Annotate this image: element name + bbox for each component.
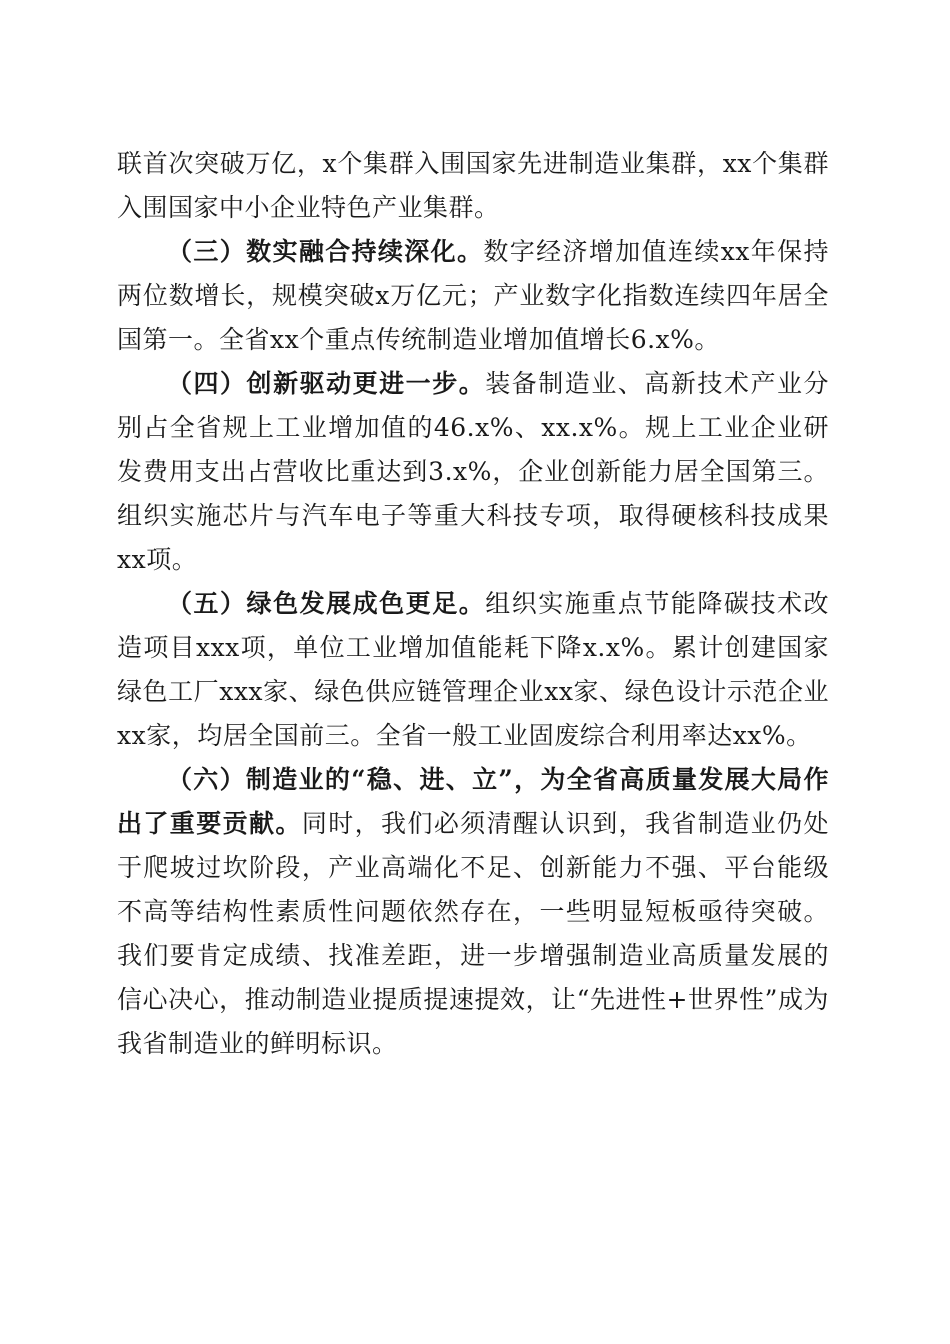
paragraph-section-3 bbox=[117, 230, 829, 362]
paragraph-text: 数字经济增加值连续xx年保持两位数增长，规模突破x万亿元；产业数字化指数连续四年居全国第一。全省xx个重点传统制造业增加值增长6.x%。 bbox=[117, 237, 829, 354]
paragraph-section-4 bbox=[117, 362, 829, 582]
section-heading: （六）制造业的“稳、进、立”，为全省高质量发展大局作出了重要贡献。 bbox=[117, 765, 829, 838]
paragraph-section-5 bbox=[117, 582, 829, 758]
paragraph-text: 装备制造业、高新技术产业分别占全省规上工业增加值的46.x%、xx.x%。规上工业企业研发费用支出占营收比重达到3.x%，企业创新能力居全国第三。组织实施芯片与汽车电子等重大科技专项，取得硬核科技成果xx项。 bbox=[117, 369, 829, 574]
paragraph-section-6 bbox=[117, 758, 829, 1066]
paragraph-text: 组织实施重点节能降碳技术改造项目xxx项，单位工业增加值能耗下降x.x%。累计创建国家绿色工厂xxx家、绿色供应链管理企业xx家、绿色设计示范企业xx家，均居全国前三。全省一般工业固废综合利用率达xx%。 bbox=[117, 589, 829, 750]
paragraph-text: 联首次突破万亿，x个集群入围国家先进制造业集群，xx个集群入围国家中小企业特色产业集群。 bbox=[117, 149, 829, 222]
section-heading: （四）创新驱动更进一步。 bbox=[167, 369, 486, 398]
section-heading: （三）数实融合持续深化。 bbox=[167, 237, 484, 266]
paragraph-continuation bbox=[117, 142, 829, 230]
document-body bbox=[117, 142, 829, 1066]
paragraph-text: 同时，我们必须清醒认识到，我省制造业仍处于爬坡过坎阶段，产业高端化不足、创新能力不强、平台能级不高等结构性素质性问题依然存在，一些明显短板亟待突破。我们要肯定成绩、找准差距，进一步增强制造业高质量发展的信心决心，推动制造业提质提速提效，让“先进性+世界性”成为我省制造业的鲜明标识。 bbox=[117, 809, 829, 1058]
section-heading: （五）绿色发展成色更足。 bbox=[167, 589, 486, 618]
